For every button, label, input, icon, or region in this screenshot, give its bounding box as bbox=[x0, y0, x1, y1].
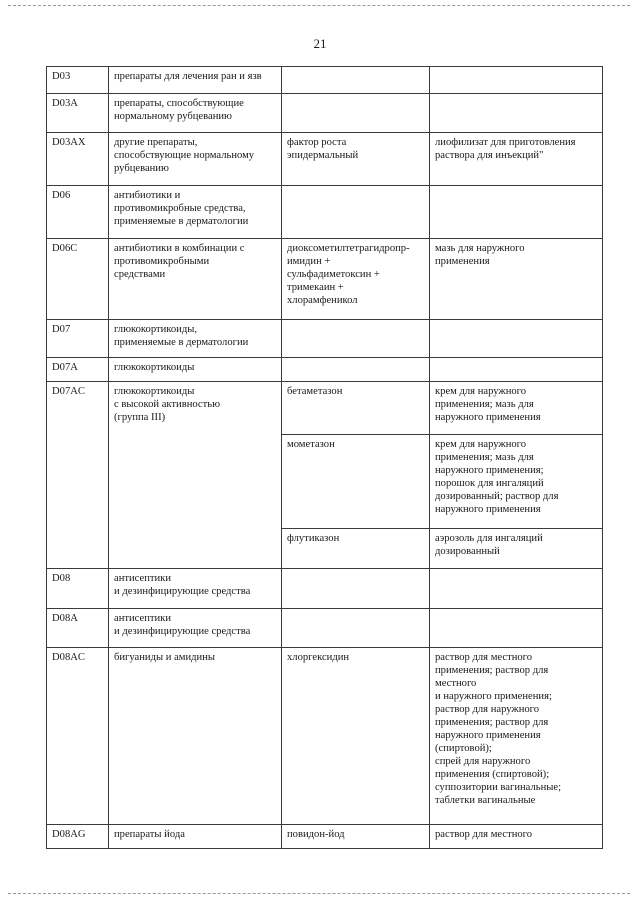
table-row bbox=[47, 67, 603, 94]
pharmacological-group-cell: препараты для лечения ран и язв bbox=[109, 67, 282, 94]
atc-code-cell: D08A bbox=[47, 609, 109, 648]
drug-name-cell bbox=[282, 609, 430, 648]
pharmacological-group-cell: глюкокортикоиды bbox=[109, 358, 282, 382]
dosage-form-cell bbox=[430, 320, 603, 358]
pharmacological-group-cell: антибиотики в комбинации с противомикробными средствами bbox=[109, 239, 282, 320]
table-row bbox=[47, 320, 603, 358]
table-row bbox=[47, 358, 603, 382]
dosage-form-cell bbox=[430, 94, 603, 133]
drug-name-cell bbox=[282, 569, 430, 609]
drug-name-cell bbox=[282, 94, 430, 133]
scan-edge-bottom bbox=[8, 893, 630, 894]
atc-code-cell: D07A bbox=[47, 358, 109, 382]
dosage-form-cell bbox=[430, 67, 603, 94]
scan-edge-top bbox=[8, 5, 630, 6]
pharmacological-group-cell: бигуаниды и амидины bbox=[109, 648, 282, 825]
pharmacological-group-cell: препараты, способствующие нормальному рубцеванию bbox=[109, 94, 282, 133]
drug-name-cell: флутиказон bbox=[282, 529, 430, 569]
dosage-form-cell: аэрозоль для ингаляций дозированный bbox=[430, 529, 603, 569]
drug-classification-table bbox=[46, 66, 603, 849]
atc-code-cell: D07 bbox=[47, 320, 109, 358]
pharmacological-group-cell: глюкокортикоиды, применяемые в дерматологии bbox=[109, 320, 282, 358]
table-row bbox=[47, 609, 603, 648]
drug-name-cell bbox=[282, 67, 430, 94]
atc-code-cell: D03 bbox=[47, 67, 109, 94]
drug-name-cell bbox=[282, 358, 430, 382]
pharmacological-group-cell: глюкокортикоиды с высокой активностью (группа III) bbox=[109, 382, 282, 569]
atc-code-cell: D08AC bbox=[47, 648, 109, 825]
table-row bbox=[47, 186, 603, 239]
dosage-form-cell: крем для наружного применения; мазь для наружного применения bbox=[430, 382, 603, 435]
dosage-form-cell bbox=[430, 186, 603, 239]
pharmacological-group-cell: антибиотики и противомикробные средства, применяемые в дерматологии bbox=[109, 186, 282, 239]
atc-code-cell: D06 bbox=[47, 186, 109, 239]
drug-name-cell bbox=[282, 186, 430, 239]
dosage-form-cell: крем для наружного применения; мазь для наружного применения; порошок для ингаляций дозированный; раствор для наружного применения bbox=[430, 435, 603, 529]
table-row bbox=[47, 94, 603, 133]
drug-name-cell: бетаметазон bbox=[282, 382, 430, 435]
dosage-form-cell: лиофилизат для приготовления раствора для инъекций" bbox=[430, 133, 603, 186]
pharmacological-group-cell: антисептики и дезинфицирующие средства bbox=[109, 609, 282, 648]
drug-name-cell: повидон-йод bbox=[282, 825, 430, 849]
pharmacological-group-cell: препараты йода bbox=[109, 825, 282, 849]
drug-name-cell bbox=[282, 320, 430, 358]
atc-code-cell: D07AC bbox=[47, 382, 109, 569]
table-row bbox=[47, 825, 603, 849]
dosage-form-cell: мазь для наружного применения bbox=[430, 239, 603, 320]
table-row bbox=[47, 382, 603, 435]
table-row bbox=[47, 569, 603, 609]
pharmacological-group-cell: антисептики и дезинфицирующие средства bbox=[109, 569, 282, 609]
drug-name-cell: диоксометилтетрагидропр- имидин + сульфадиметоксин + тримекаин + хлорамфеникол bbox=[282, 239, 430, 320]
drug-name-cell: мометазон bbox=[282, 435, 430, 529]
dosage-form-cell: раствор для местного применения; раствор для местного и наружного применения; раствор для наружного применения; раствор для наружного применения (спиртовой); спрей для наружного применения (спиртовой); суппозитории вагинальные; таблетки вагинальные bbox=[430, 648, 603, 825]
dosage-form-cell bbox=[430, 569, 603, 609]
atc-code-cell: D06C bbox=[47, 239, 109, 320]
page-number: 21 bbox=[313, 36, 327, 51]
pharmacological-group-cell: другие препараты, способствующие нормальному рубцеванию bbox=[109, 133, 282, 186]
atc-code-cell: D03AX bbox=[47, 133, 109, 186]
atc-code-cell: D08 bbox=[47, 569, 109, 609]
table-row bbox=[47, 648, 603, 825]
table-row bbox=[47, 133, 603, 186]
dosage-form-cell bbox=[430, 609, 603, 648]
drug-name-cell: хлоргексидин bbox=[282, 648, 430, 825]
dosage-form-cell bbox=[430, 358, 603, 382]
atc-code-cell: D03A bbox=[47, 94, 109, 133]
drug-name-cell: фактор роста эпидермальный bbox=[282, 133, 430, 186]
atc-code-cell: D08AG bbox=[47, 825, 109, 849]
table-row bbox=[47, 239, 603, 320]
dosage-form-cell: раствор для местного bbox=[430, 825, 603, 849]
